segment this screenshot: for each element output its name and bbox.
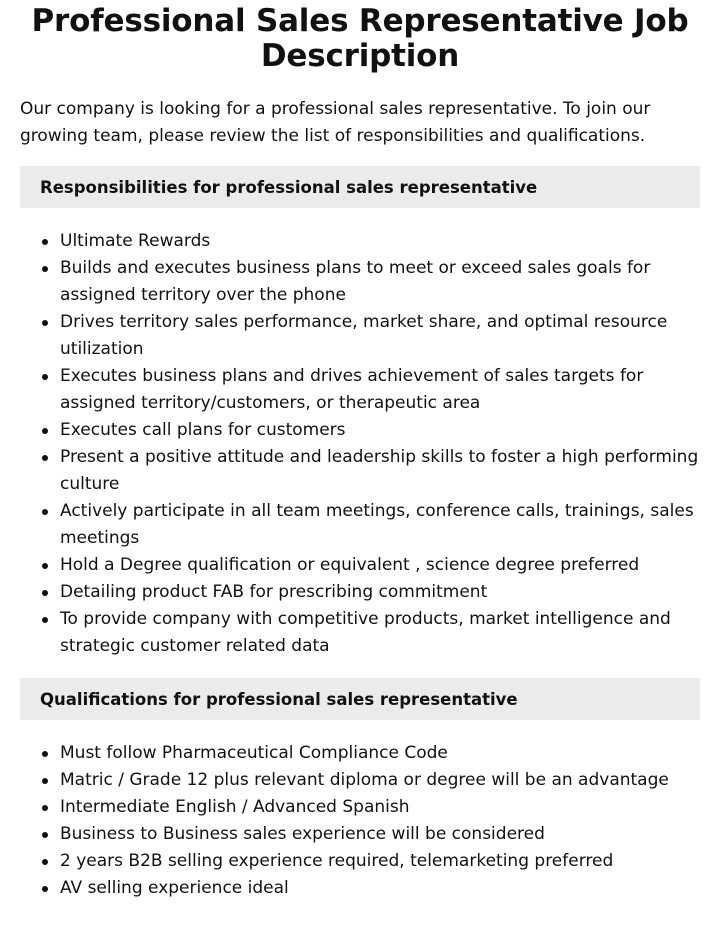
list-item [20,255,700,309]
bullet-icon [42,778,48,784]
bullet-icon [42,374,48,380]
bullet-icon [42,320,48,326]
list-item-text: To provide company with competitive products, market intelligence and strategic customer related data [60,609,671,656]
bullet-icon [42,832,48,838]
list-item-text: Drives territory sales performance, market share, and optimal resource utilization [60,312,668,359]
bullet-icon [42,751,48,757]
list-item [20,875,700,902]
list-item-text: Ultimate Rewards [60,231,211,251]
list-item [20,821,700,848]
list-item-text: Actively participate in all team meetings, conference calls, trainings, sales meetings [60,501,694,548]
list-item-text: Executes call plans for customers [60,420,346,440]
responsibilities-heading: Responsibilities for professional sales representative [20,166,700,208]
bullet-icon [42,805,48,811]
list-item [20,767,700,794]
bullet-icon [42,590,48,596]
list-item-text: Business to Business sales experience will be considered [60,824,545,844]
bullet-icon [42,509,48,515]
list-item [20,444,700,498]
list-item [20,498,700,552]
page-title: Professional Sales Representative Job Description [31,3,689,74]
list-item-text: Matric / Grade 12 plus relevant diploma or degree will be an advantage [60,770,669,790]
bullet-icon [42,239,48,245]
list-item [20,552,700,579]
list-item [20,363,700,417]
list-item-text: Hold a Degree qualification or equivalent , science degree preferred [60,555,640,575]
list-item [20,848,700,875]
bullet-icon [42,455,48,461]
intro-paragraph: Our company is looking for a professional sales representative. To join our growing team, please review the list of responsibilities and qualifications. [20,99,651,146]
list-item-text: Must follow Pharmaceutical Compliance Code [60,743,448,763]
list-item-text: 2 years B2B selling experience required, telemarketing preferred [60,851,614,871]
bullet-icon [42,266,48,272]
qualifications-heading: Qualifications for professional sales representative [20,678,700,720]
list-item-text: Builds and executes business plans to meet or exceed sales goals for assigned territory over the phone [60,258,651,305]
list-item-text: Present a positive attitude and leadership skills to foster a high performing culture [60,447,699,494]
list-item [20,579,700,606]
responsibilities-list [20,228,700,660]
list-item-text: Detailing product FAB for prescribing commitment [60,582,488,602]
bullet-icon [42,428,48,434]
list-item-text: Executes business plans and drives achievement of sales targets for assigned territory/customers, or therapeutic area [60,366,644,413]
list-item-text: AV selling experience ideal [60,878,289,898]
list-item [20,606,700,660]
bullet-icon [42,859,48,865]
bullet-icon [42,563,48,569]
list-item-text: Intermediate English / Advanced Spanish [60,797,410,817]
list-item [20,309,700,363]
bullet-icon [42,617,48,623]
list-item [20,228,700,255]
list-item [20,417,700,444]
list-item [20,740,700,767]
qualifications-list [20,740,700,902]
bullet-icon [42,886,48,892]
list-item [20,794,700,821]
